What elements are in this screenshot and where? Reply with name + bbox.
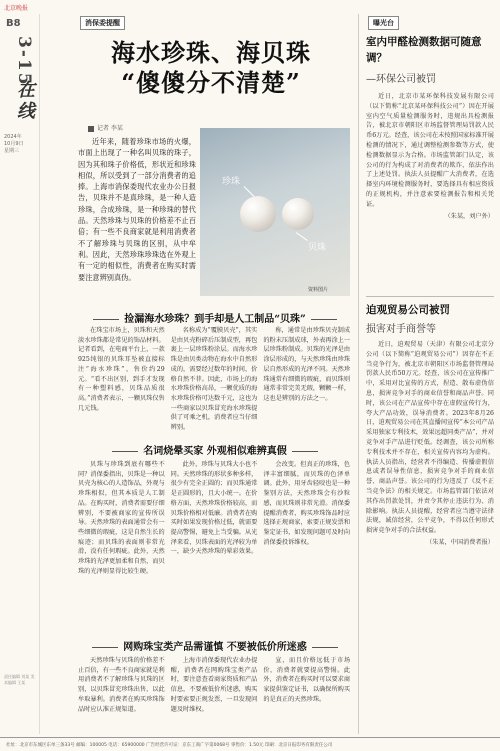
subheading-3: 网购珠宝类产品需谨慎 不要被低价所迷惑 bbox=[80, 638, 350, 653]
right-article-2-text: 近日，迫观贸易（天津）有限公司北京分公司（以下简称“迫观贸易公司”）因存在不正当竞争行为，被北京市朝阳区市场监督管理局罚款人民币50万元。经查，该公司在宣传推广中，采用对比宣传的方式，捏造、散布虚伪信息，损害竞争对手的商业信誉和商品声誉。同时，该公司在产品宣传中存在虚假宣传行为，夸大产品功效，误导消费者。2023年8月26日，迫观贸易公司在其直播间宣传“本公司产品采用独家专利技术，效果远超同类产品”，并对竞争对手产品进行贬低。经调查，该公司所称专利技术并不存在，相关宣传内容均为虚构。执法人员指出，经营者不得编造、传播虚假信息或者误导性信息，损害竞争对手的商业信誉、商品声誉。该公司的行为违反了《反不正当竞争法》的相关规定。市场监管部门依法对其作出罚款处罚，并责令其停止违法行为、消除影响。执法人员提醒，经营者应当遵守法律法规，诚信经营，公平竞争，不得以任何形式损害竞争对手的合法权益。 bbox=[366, 341, 494, 535]
headline bbox=[76, 38, 346, 98]
vertical-date: 3-15 bbox=[14, 36, 34, 87]
section-2-column: 贝珠与珍珠到底有哪些不同？消保委指出，贝珠是一种以贝壳为核心的人造饰品，外观与珍珠相似，但其本质是人工制品。在购买时，消费者需要仔细辨别，不要被商家的宣传所误导。天然珍珠的表面通常会有一些细微的瑕疵，这是自然生长的痕迹；而贝珠的表面则非常光滑，没有任何瑕疵。此外，天然珍珠的光泽更加柔和自然，而贝珠的光泽则显得比较生硬。 bbox=[78, 461, 165, 575]
headline-line-1: 海水珍珠、海贝珠 bbox=[111, 38, 311, 67]
subheading-2: 名词烧晕买家 外观相似难辨真假 bbox=[80, 442, 350, 457]
right-separator bbox=[366, 296, 494, 297]
section-2-column: 此外，珍珠与贝珠大小也不同。天然珍珠的形状多种多样，很少有完全正圆的；而贝珠通常是正圆形的，且大小统一。在价格方面，天然珍珠价格较高，而贝珠价格相对低廉。消费者在购买时如果发现价格过低，就需要提高警惕，避免上当受骗。从光泽来看，贝珠表面的光泽较为单一，缺少天然珍珠的晕彩效果。 bbox=[170, 461, 258, 556]
pointer-line-icon bbox=[244, 186, 255, 197]
right-article-2-subtitle: 损害对手商誉等 bbox=[366, 324, 436, 335]
right-article-1-source: （朱某，刘户外） bbox=[444, 212, 494, 220]
photo-credit: 资料图片 bbox=[308, 287, 329, 293]
right-article-1-body bbox=[366, 92, 494, 272]
issue-day: 10月9日 bbox=[4, 141, 24, 147]
issue-weekday: 星期三 bbox=[4, 148, 20, 154]
left-sidebar bbox=[0, 14, 40, 734]
photo-label-shell-bead: 贝珠 bbox=[308, 243, 327, 253]
issue-year: 2024年 bbox=[4, 134, 22, 140]
section-tag-consumer-alert: 消保委提醒 bbox=[80, 16, 125, 30]
section-1-column: 在珠宝市场上，贝珠和天然淡水珍珠都是常见的饰品材料。记者看到，在电商平台上，一款925纯银的贝珠耳坠被直接标注“海水珍珠”，售价约29元。“看不出区别，到手才发现有一种塑料感，贝珠品质很高。”消费者表示，一颗贝珠仅售几元钱。 bbox=[78, 327, 165, 412]
shell-bead-image bbox=[282, 198, 314, 230]
page-footer: 社址：北京市东城区东单三条33号 邮编：100005 电话：65900000 广告经营许可证：京东工商广字第0068号 零售价：1.50元 印刷：北京日报印务有限责任公司 bbox=[0, 737, 500, 751]
masthead: 北京晚报 bbox=[4, 5, 29, 12]
pearl-image bbox=[240, 196, 276, 232]
editor-credits: 责任编辑 刘某 美术编辑 王某 bbox=[4, 674, 35, 685]
pointer-line-icon bbox=[296, 232, 308, 241]
photo-label-pearl: 珍珠 bbox=[222, 177, 241, 187]
section-name: 在线 bbox=[14, 80, 35, 122]
subheading-1: 捡漏海水珍珠？到手却是人工制品“贝珠” bbox=[80, 310, 350, 325]
right-article-2-source: （朱某，中国消费者报） bbox=[425, 538, 494, 546]
byline-marker-icon bbox=[88, 126, 94, 132]
section-2-column: 会改变。但真正的珍珠，色泽丰富细腻，而贝珠的色泽单调。此外，用牙齿轻咬也是一种鉴别方法，天然珍珠会有沙粒感，而贝珠则非常光滑。消保委提醒消费者，购买珍珠饰品时应选择正规商家，索要正规发票和鉴定证书，如发现问题可及时向消保委投诉维权。 bbox=[263, 461, 350, 546]
right-article-1-subtitle: —环保公司被罚 bbox=[366, 74, 436, 85]
section-3-column: 天然珍珠与贝珠的价格差不止百倍，有一些不良商家就是利用消费者不了解珍珠与贝珠的区别，以贝珠冒充珍珠出售，以此牟取暴利。消费者在购买珍珠饰品时应认准正规渠道。 bbox=[78, 657, 165, 713]
section-2-body bbox=[78, 460, 350, 632]
section-1-body bbox=[78, 326, 350, 438]
section-3-column: 上海市消保委现代农业办提醒，消费者在网购珠宝类产品时，要注意查看商家资质和产品信息，不要被低价所迷惑，购买时要索要正规发票，一旦发现问题及时维权。 bbox=[170, 657, 258, 713]
column-divider bbox=[358, 14, 359, 734]
section-1-column: 名称成为“覆膜贝壳”，其实是由贝壳粉碎后压制成型，再包裹上一层珍珠粉涂层。而海水珍珠是由贝类动物在海水中自然形成的，需要经过数年的时间，价格自然不菲。因此，市场上的海水珍珠价格高昂，一颗优质的海水珍珠价格可达数千元，这也为一些商家以贝珠冒充海水珍珠提供了可乘之机，消费者应当仔细辨别。 bbox=[170, 327, 258, 432]
byline bbox=[88, 123, 123, 132]
headline-line-2: “傻傻分不清楚” bbox=[121, 68, 301, 97]
section-3-column: 宣，而且价格远低于市场价，消费者就要提高警惕。此外，消费者在购买时可以要求商家提供鉴定证书，以确保所购买的是真正的天然珍珠。 bbox=[263, 657, 350, 703]
right-article-2-title: 迫观贸易公司被罚 bbox=[366, 304, 450, 316]
right-article-1-text: 近日，北京市某环保科技发展有限公司（以下简称“北京某环保科技公司”）因在开展室内空气质量检测服务时，违规出具检测报告，被北京市朝阳区市场监督管理局罚款人民币6万元。经查，该公司在未按照国家标准开展检测的情况下，通过调整检测参数等方式，使检测数据显示为合格。市场监管部门认定，该公司的行为构成了对消费者的欺诈，依法作出了上述处罚。执法人员提醒广大消费者，在选择室内环境检测服务时，要选择具有相应资质的正规机构，并注意索要检测报告和相关凭证。 bbox=[366, 93, 494, 208]
issue-date bbox=[4, 134, 38, 155]
pearl-photo bbox=[200, 128, 350, 296]
page-number: B8 bbox=[6, 18, 21, 29]
right-article-2-body bbox=[366, 340, 494, 724]
byline-text: 记者 李某 bbox=[97, 125, 123, 132]
section-1-column: 称，通常是由珍珠贝壳制成的粉末压制成球，外表再涂上一层珍珠粉制成。贝珠的光泽是由涂层形成的，与天然珍珠由珍珠层自然形成的光泽不同。天然珍珠通常有细微的瑕疵，而贝珠则通常非常完美无瑕，颗颗一样，这也是辨别的方法之一。 bbox=[263, 327, 350, 402]
section-tag-exposure: 曝光台 bbox=[368, 16, 399, 30]
intro-paragraph: 近年来，随着珍珠市场的火爆，市面上出现了一种名叫贝珠的珠子，因为其和珠子价格低，形状近和珍珠相似，所以受到了一部分消费者的追捧。上海市消保委现代农业办公日报告，贝珠并不是真珍珠，是一种人造珍珠，合成珍珠，是一种珍珠的替代品。天然珍珠与贝珠的价格差不止百倍；有一些不良商家就是利用消费者不了解珍珠与贝珠的区别，从中牟利。因此，天然珍珠珍珠选在外观上有一定的相似性，消费者在购买时需要注意辨别真伪。 bbox=[78, 137, 196, 282]
section-3-body bbox=[78, 656, 350, 724]
right-article-1-title: 室内甲醛检测数据可随意调？ bbox=[366, 36, 482, 64]
